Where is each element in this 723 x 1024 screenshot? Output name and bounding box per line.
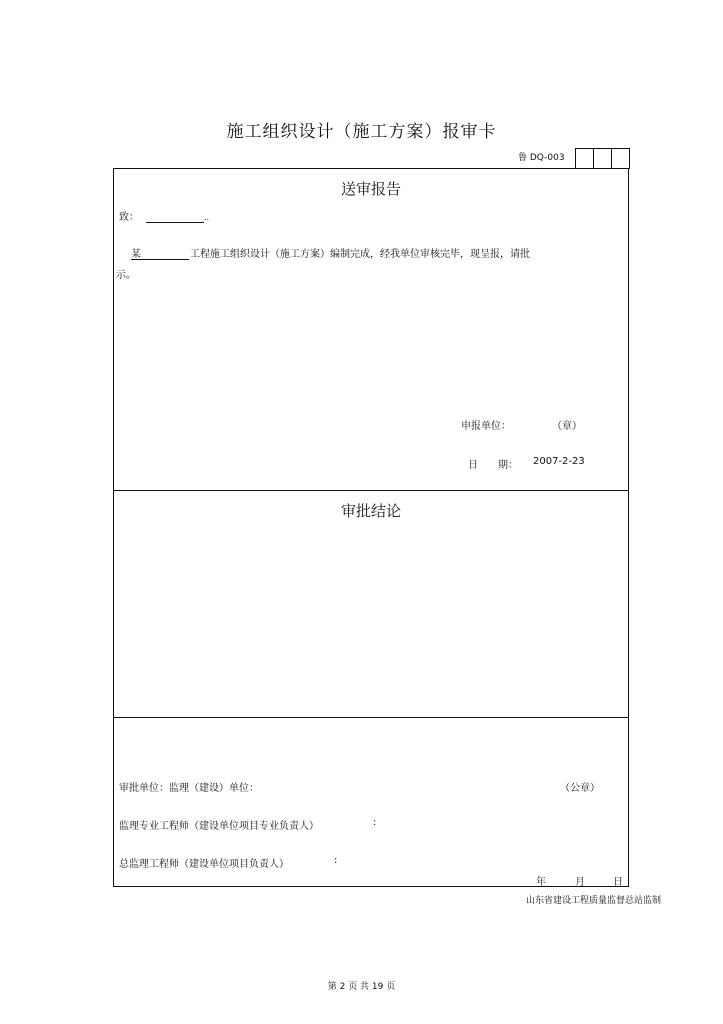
date-value: 2007-2-23 [533,456,585,467]
official-seal-label: （公章） [560,783,600,794]
to-label: 致： [119,212,139,223]
report-body-line1: 工程施工组织设计（施工方案）编制完成，经我单位审核完毕，现呈报，请批 [190,249,530,260]
day-label: 日 [613,877,623,888]
approving-unit-label: 审批单位：监理（建设）单位： [119,783,259,794]
submitting-unit-label: 申报单位： [461,421,511,432]
specialist-engineer-label: 监理专业工程师（建设单位项目专业负责人） [119,821,319,832]
year-label: 年 [536,877,546,888]
project-name-prefix: 某 [131,249,141,260]
form-code: 鲁 DQ-003 [518,153,565,163]
code-boxes [575,148,630,169]
month-label: 月 [575,877,585,888]
code-box [576,149,593,168]
issuer-note: 山东省建设工程质量监督总站监制 [525,896,661,906]
report-heading: 送审报告 [340,180,401,198]
project-name-line [131,259,189,260]
date-label: 日 期： [468,460,518,471]
to-suffix: .. [204,213,210,222]
form-title: 施工组织设计（施工方案）报审卡 [226,122,497,142]
code-box [593,149,611,168]
chief-engineer-colon: : [334,855,338,866]
specialist-engineer-colon: : [373,817,377,828]
to-blank-line [146,222,204,223]
seal-label: （章） [552,421,582,432]
code-box [611,149,629,168]
section-divider [113,717,629,718]
chief-engineer-label: 总监理工程师（建设单位项目负责人） [119,859,289,870]
approval-heading: 审批结论 [340,502,401,520]
page-number: 第 2 页 共 19 页 [327,982,396,992]
report-body-line2: 示。 [116,270,136,281]
section-divider [113,490,629,491]
